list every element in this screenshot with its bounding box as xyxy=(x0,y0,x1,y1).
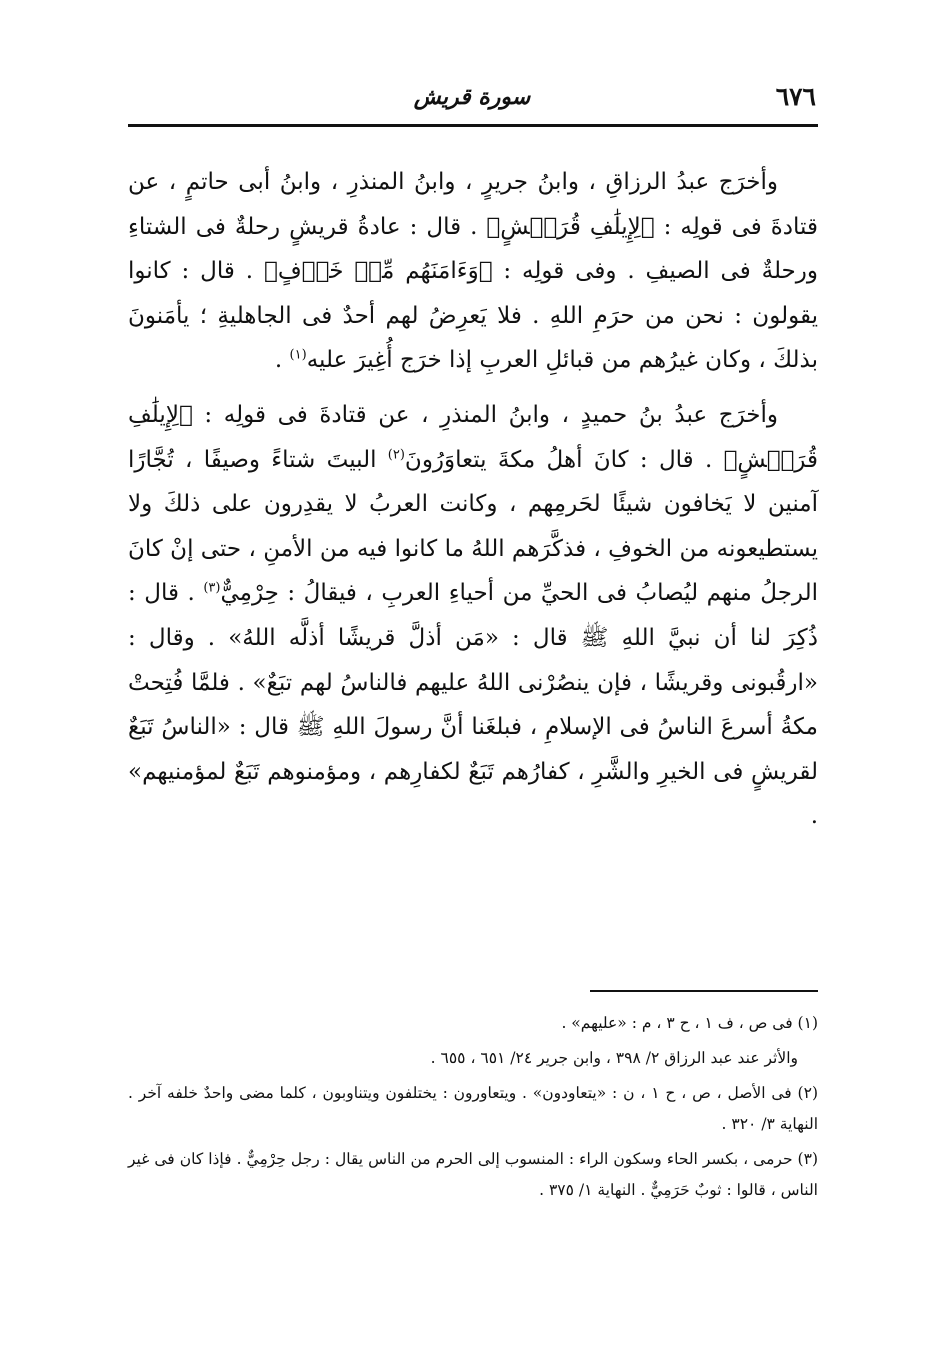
footnote-ref-2: (٢) xyxy=(387,446,405,462)
header-rule xyxy=(128,124,818,127)
footnotes xyxy=(128,1008,818,1210)
page-header xyxy=(128,82,816,122)
page-number: ٦٧٦ xyxy=(775,82,816,111)
paragraph-2 xyxy=(128,393,818,839)
footnote-rule xyxy=(590,990,818,992)
paragraph-2-text-b: البيتَ شتاءً وصيفًا ، تُجَّارًا آمنين لا يَخافون شيئًا لحَرمِهم ، وكانت العربُ لا يقدِرون على ذلكَ ولا يستطيعونه من الخوفِ ، فذكَّرَهم اللهُ ما كانوا فيه من الأمنِ ، حتى إنْ كانَ الرجلُ منهم ليُصابُ فى الحيِّ من أحياءِ العربِ ، فيقالُ : حِرْمِيٌّ xyxy=(128,446,818,607)
main-text xyxy=(128,160,818,839)
paragraph-1-end: . xyxy=(274,347,290,374)
footnote-1-source: والأثر عند عبد الرزاق ٢/ ٣٩٨ ، وابن جرير ٢٤/ ٦٥١ ، ٦٥٥ . xyxy=(430,1049,798,1067)
paragraph-2-text-a: وأخرَج عبدُ بنُ حميدٍ ، وابنُ المنذرِ ، عن قتادةَ فى قولِه : ﴿لِإِيلَٰفِ قُرَيۡشٍ﴾ . قال : كانَ أهلُ مكةَ يتعاوَرُونَ xyxy=(128,401,818,473)
paragraph-1-text: وأخرَج عبدُ الرزاقِ ، وابنُ جريرٍ ، وابنُ المنذرِ ، وابنُ أبى حاتمٍ ، عن قتادةَ فى قولِه : ﴿لِإِيلَٰفِ قُرَيۡشٍ﴾ . قال : عادةُ قريشٍ رحلةٌ فى الشتاءِ ورحلةٌ فى الصيفِ . وفى قولِه : ﴿وَءَامَنَهُم مِّنۡ خَوۡفٍ﴾ . قال : كانوا يقولون : نحن من حرَمِ اللهِ . فلا يَعرِضُ لهم أحدٌ فى الجاهليةِ ؛ يأمَنونَ بذلكَ ، وكان غيرُهم من قبائلِ العربِ إذا خرَج أُغِيرَ عليه xyxy=(128,169,818,374)
footnote-ref-3: (٣) xyxy=(203,580,221,596)
footnote-1: (١) فى ص ، ف ١ ، ح ٣ ، م : «عليهم» . xyxy=(561,1014,818,1032)
paragraph-1 xyxy=(128,160,818,383)
paragraph-2-text-c: . قال : ذُكِرَ لنا أن نبيَّ اللهِ ﷺ قال : «مَن أذلَّ قريشًا أذلَّه اللهُ» . وقال : «ارقُبونى وقريشًا ، فإن ينصُرْنى اللهُ عليهم فالناسُ لهم تبَعٌ» . فلمَّا فُتِحتْ مكةُ أسرعَ الناسُ فى الإسلامِ ، فبلغَنا أنَّ رسولَ اللهِ ﷺ قال : «الناسُ تَبَعٌ لقريشٍ فى الخيرِ والشَّرِ ، كفارُهم تَبَعٌ لكفارِهم ، ومؤمنوهم تَبَعٌ لمؤمنيهم» . xyxy=(128,580,818,830)
surah-title: سورة قريش xyxy=(413,84,531,110)
footnote-2: (٢) فى الأصل ، ص ، ح ١ ، ن : «يتعاودون» . ويتعاورون : يختلفون ويتناوبون ، كلما مضى واحدٌ خلفه آخر . النهاية ٣/ ٣٢٠ . xyxy=(128,1084,818,1133)
footnote-ref-1: (١) xyxy=(289,347,307,363)
footnote-3: (٣) حرمى ، بكسر الحاء وسكون الراء : المنسوب إلى الحرم من الناس يقال : رجل حِرْمِيٌّ . فإذا كان فى غير الناس ، قالوا : ثوبٌ حَرَمِيٌّ . النهاية ١/ ٣٧٥ . xyxy=(128,1150,818,1199)
